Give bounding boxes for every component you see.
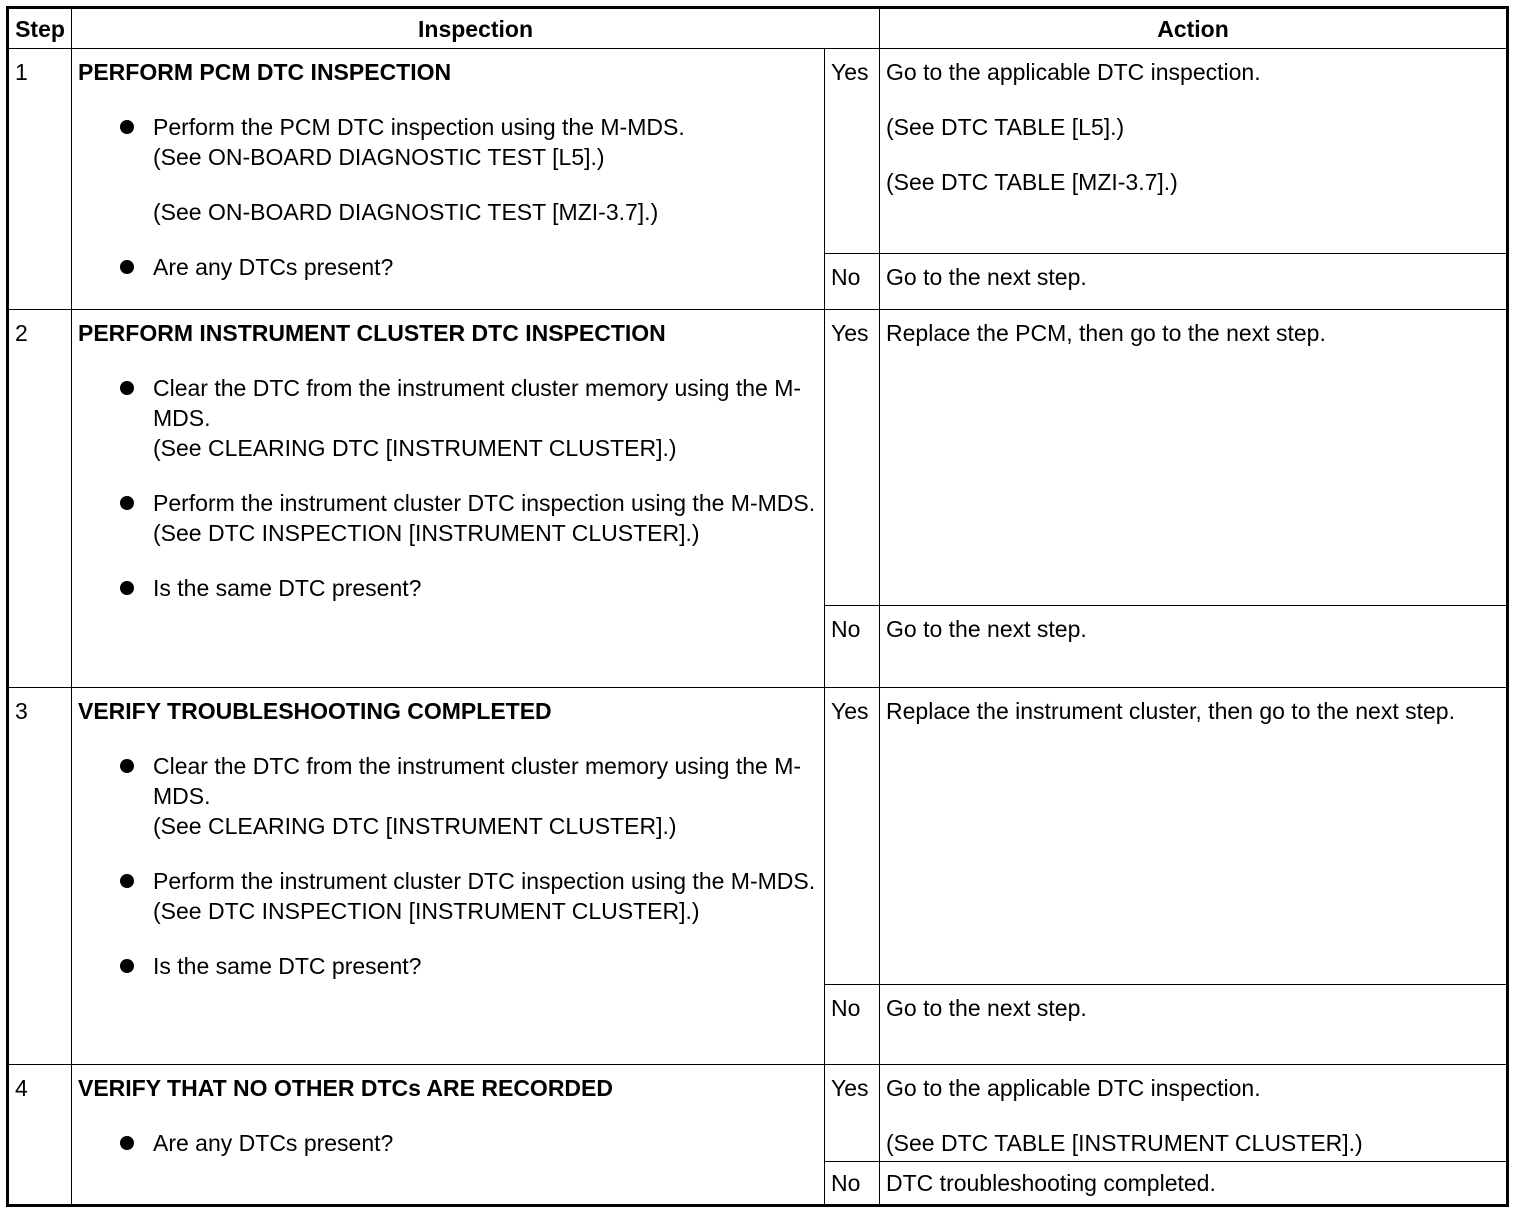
reference-text: (See DTC INSPECTION [INSTRUMENT CLUSTER].) bbox=[153, 898, 700, 924]
reference-text: (See CLEARING DTC [INSTRUMENT CLUSTER].) bbox=[153, 435, 677, 461]
step-number: 2 bbox=[8, 310, 72, 688]
inspection-title: PERFORM INSTRUMENT CLUSTER DTC INSPECTION bbox=[78, 320, 666, 346]
inspection-title: VERIFY THAT NO OTHER DTCs ARE RECORDED bbox=[78, 1075, 613, 1101]
yes-label: Yes bbox=[825, 310, 880, 606]
bullet-text: Clear the DTC from the instrument cluster memory using the M-MDS. bbox=[153, 753, 802, 809]
bullet-text: Is the same DTC present? bbox=[153, 575, 422, 601]
bullet-text: Is the same DTC present? bbox=[153, 953, 422, 979]
bullet-text: Are any DTCs present? bbox=[153, 1130, 394, 1156]
yes-label: Yes bbox=[825, 688, 880, 985]
bullet-icon bbox=[120, 120, 134, 134]
inspection-cell bbox=[72, 688, 825, 1065]
bullet-text: Perform the instrument cluster DTC inspection using the M-MDS. bbox=[153, 490, 816, 516]
no-label: No bbox=[825, 254, 880, 310]
reference-text: (See DTC INSPECTION [INSTRUMENT CLUSTER].) bbox=[153, 520, 700, 546]
list-item bbox=[118, 252, 818, 282]
inspection-cell bbox=[72, 1065, 825, 1206]
step-number: 3 bbox=[8, 688, 72, 1065]
table-row bbox=[8, 310, 1508, 606]
no-action-cell: Go to the next step. bbox=[880, 254, 1508, 310]
table-row bbox=[8, 49, 1508, 254]
action-reference: (See DTC TABLE [INSTRUMENT CLUSTER].) bbox=[886, 1130, 1363, 1156]
no-label: No bbox=[825, 1162, 880, 1206]
yes-label: Yes bbox=[825, 1065, 880, 1162]
header-row bbox=[8, 8, 1508, 49]
list-item bbox=[118, 751, 818, 811]
reference-text: (See CLEARING DTC [INSTRUMENT CLUSTER].) bbox=[153, 813, 677, 839]
action-text: Go to the applicable DTC inspection. bbox=[886, 59, 1261, 85]
header-action: Action bbox=[880, 8, 1508, 49]
bullet-text: Perform the PCM DTC inspection using the M-MDS. bbox=[153, 114, 685, 140]
bullet-icon bbox=[120, 759, 134, 773]
bullet-icon bbox=[120, 874, 134, 888]
no-action-cell: DTC troubleshooting completed. bbox=[880, 1162, 1508, 1206]
reference-text: (See ON-BOARD DIAGNOSTIC TEST [L5].) bbox=[153, 144, 605, 170]
yes-label: Yes bbox=[825, 49, 880, 254]
yes-action-cell: Replace the PCM, then go to the next step. bbox=[880, 310, 1508, 606]
no-label: No bbox=[825, 606, 880, 688]
step-number: 1 bbox=[8, 49, 72, 310]
dtc-troubleshooting-table bbox=[6, 6, 1509, 1207]
bullet-text: Perform the instrument cluster DTC inspection using the M-MDS. bbox=[153, 868, 816, 894]
list-item bbox=[118, 488, 818, 518]
reference-text: (See ON-BOARD DIAGNOSTIC TEST [MZI-3.7].) bbox=[153, 199, 659, 225]
header-inspection: Inspection bbox=[72, 8, 880, 49]
header-step: Step bbox=[8, 8, 72, 49]
bullet-icon bbox=[120, 959, 134, 973]
action-reference: (See DTC TABLE [MZI-3.7].) bbox=[886, 169, 1178, 195]
yes-action-cell: Replace the instrument cluster, then go to the next step. bbox=[880, 688, 1508, 985]
list-item bbox=[118, 1128, 818, 1158]
list-item bbox=[118, 373, 818, 433]
inspection-title: PERFORM PCM DTC INSPECTION bbox=[78, 59, 452, 85]
bullet-icon bbox=[120, 381, 134, 395]
list-item bbox=[118, 951, 818, 981]
bullet-icon bbox=[120, 581, 134, 595]
step-number: 4 bbox=[8, 1065, 72, 1206]
yes-action-cell bbox=[880, 1065, 1508, 1162]
bullet-icon bbox=[120, 496, 134, 510]
yes-action-cell bbox=[880, 49, 1508, 254]
list-item bbox=[118, 866, 818, 896]
no-action-cell: Go to the next step. bbox=[880, 985, 1508, 1065]
inspection-title: VERIFY TROUBLESHOOTING COMPLETED bbox=[78, 698, 552, 724]
bullet-icon bbox=[120, 260, 134, 274]
bullet-text: Clear the DTC from the instrument cluster memory using the M-MDS. bbox=[153, 375, 802, 431]
bullet-icon bbox=[120, 1136, 134, 1150]
no-label: No bbox=[825, 985, 880, 1065]
table-row bbox=[8, 1065, 1508, 1162]
action-text: Go to the applicable DTC inspection. bbox=[886, 1075, 1261, 1101]
table-row bbox=[8, 688, 1508, 985]
action-reference: (See DTC TABLE [L5].) bbox=[886, 114, 1125, 140]
bullet-text: Are any DTCs present? bbox=[153, 254, 394, 280]
inspection-cell bbox=[72, 310, 825, 688]
no-action-cell: Go to the next step. bbox=[880, 606, 1508, 688]
list-item bbox=[118, 112, 818, 142]
inspection-cell bbox=[72, 49, 825, 310]
list-item bbox=[118, 573, 818, 603]
